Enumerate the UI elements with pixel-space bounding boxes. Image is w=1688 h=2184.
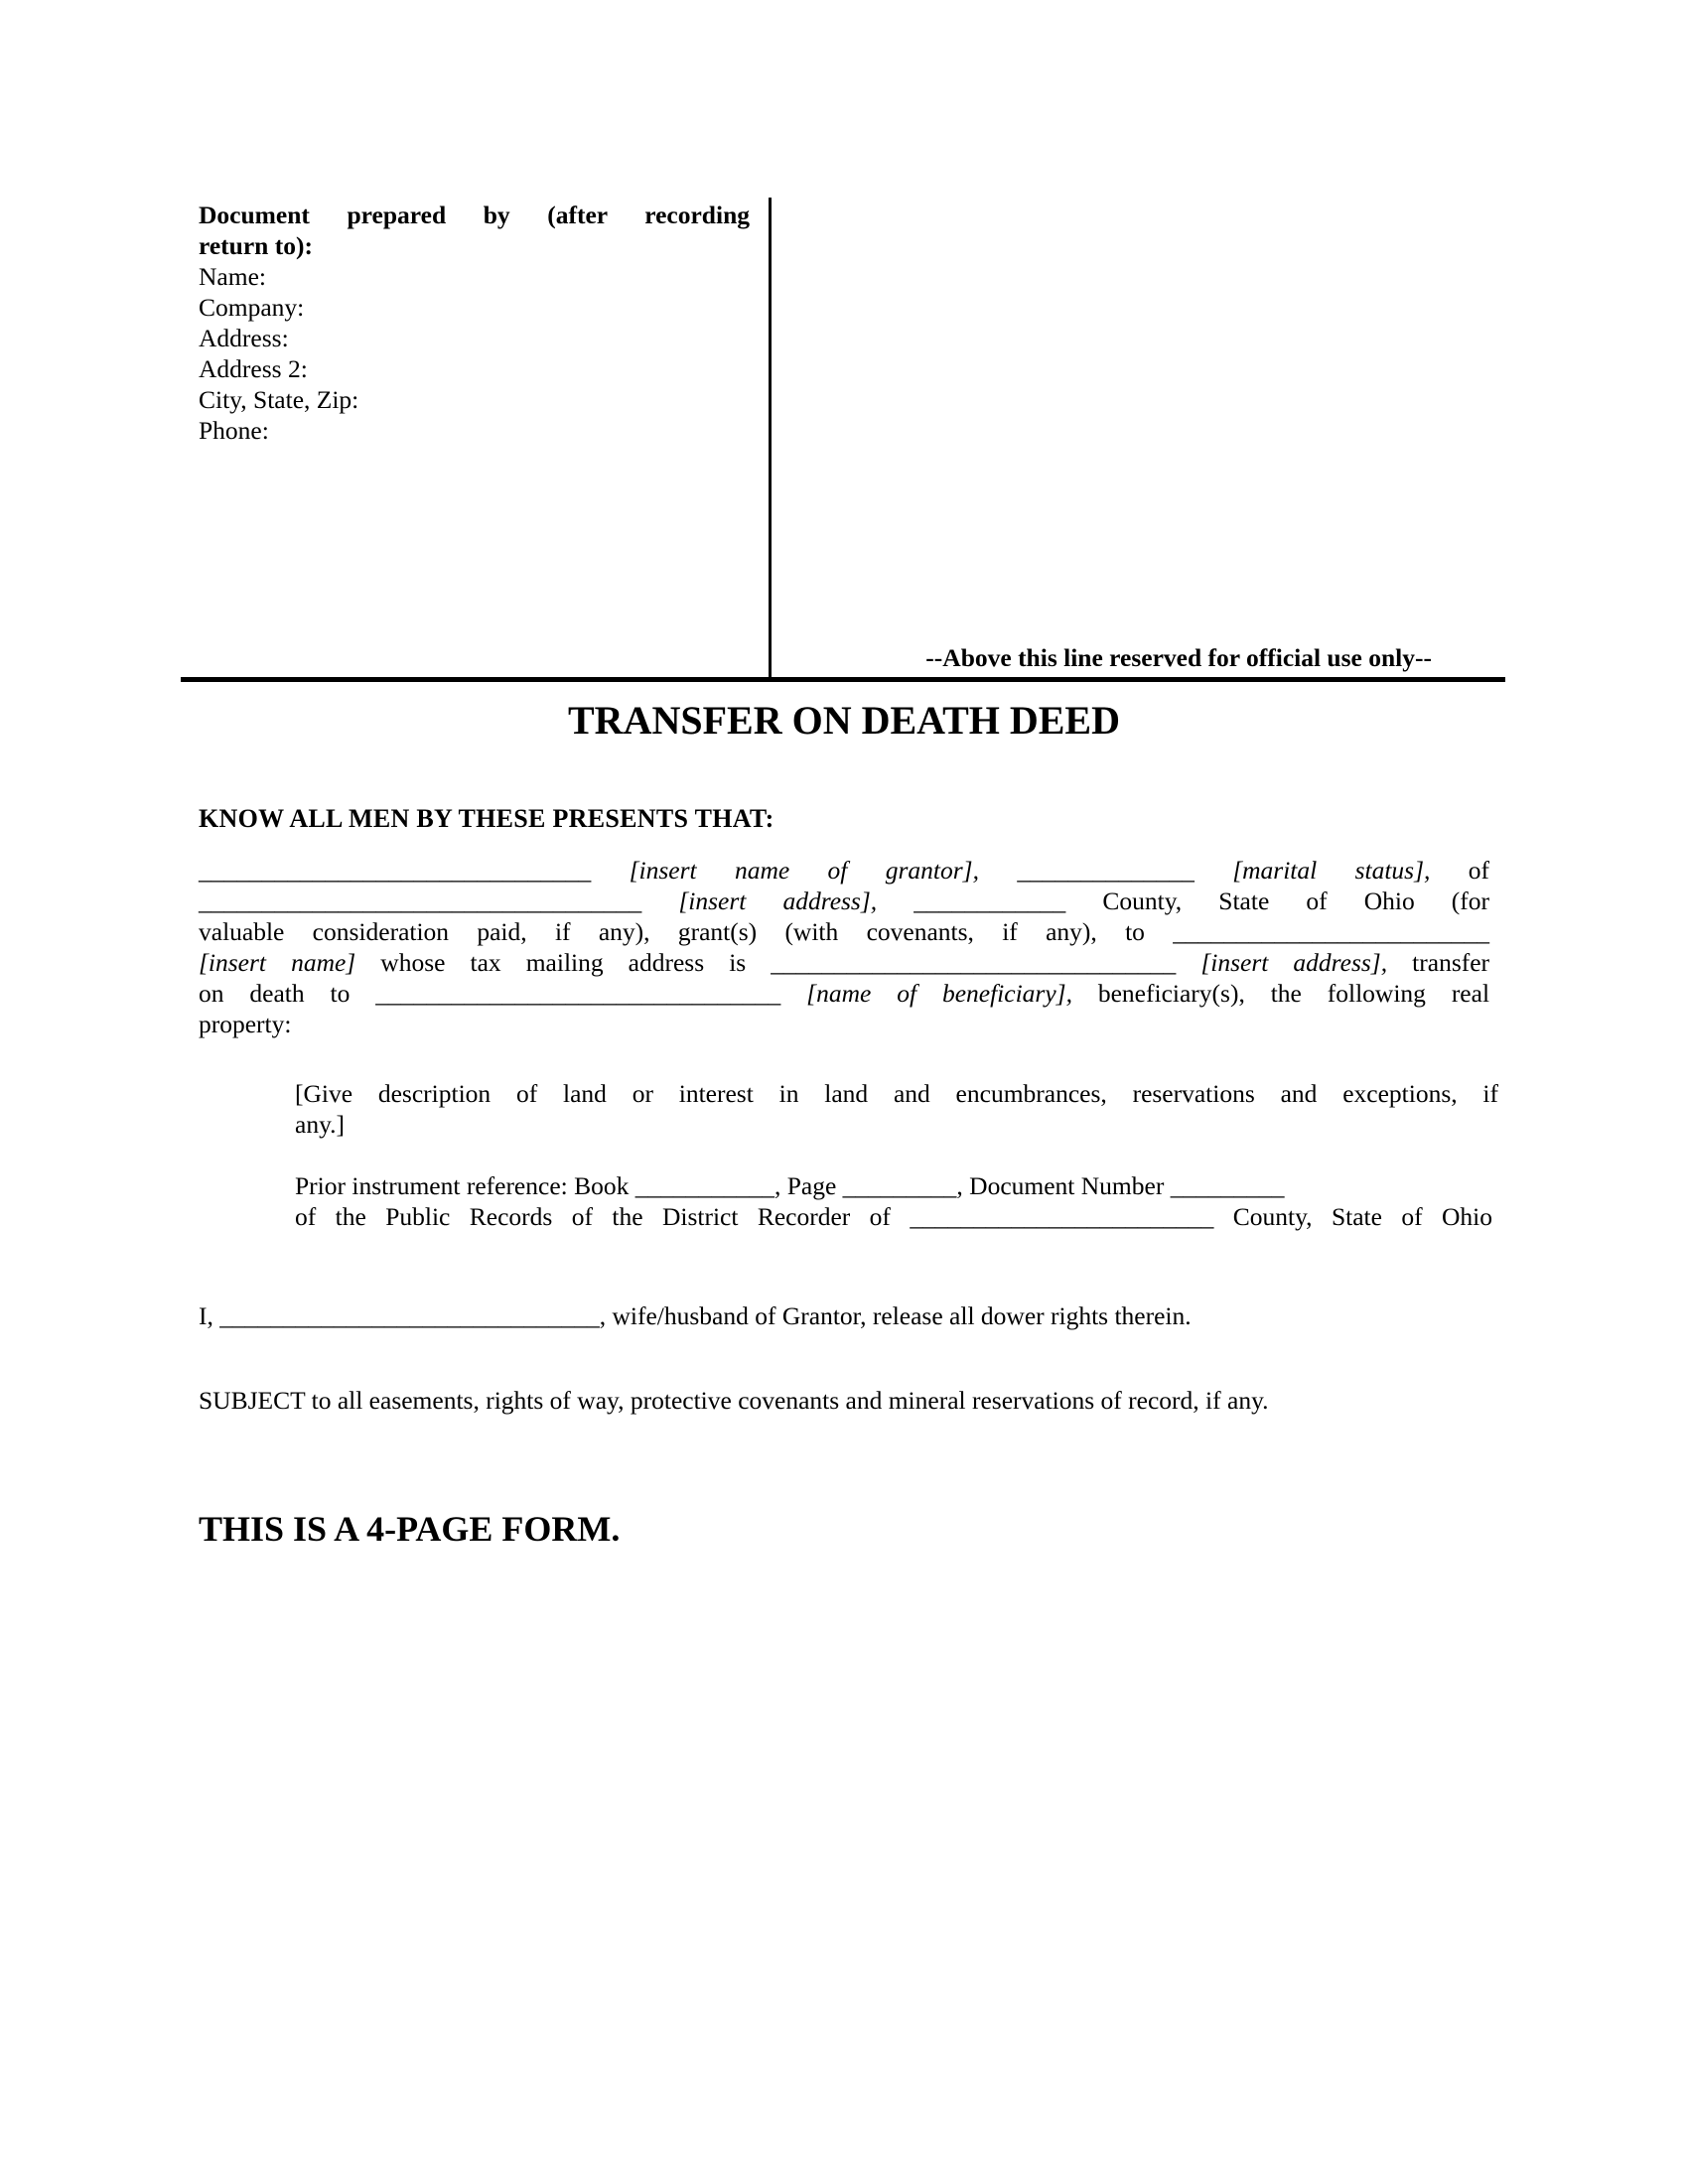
field-label-address: Address: [199, 324, 289, 352]
field-label-name: Name: [199, 262, 266, 291]
text-run: transfer [1412, 948, 1490, 977]
grant-clause-line1 [199, 855, 1489, 886]
blank-line: ________________________________ [771, 948, 1177, 977]
grant-clause-line5 [199, 978, 1489, 1009]
presents-heading: KNOW ALL MEN BY THESE PRESENTS THAT: [199, 804, 774, 833]
text-run: on death to [199, 979, 351, 1008]
grant-clause-line6 [199, 1009, 1489, 1039]
recording-header-box [181, 198, 1505, 682]
grant-clause-line4 [199, 947, 1489, 978]
grant-clause [199, 855, 1489, 1039]
grant-clause-line3 [199, 916, 1489, 947]
text-run: whose tax mailing address is [380, 948, 747, 977]
prepared-by-column [181, 198, 772, 677]
italic-placeholder: [insert address], [1200, 948, 1388, 977]
property-description-line2: any.] [295, 1110, 346, 1139]
prepared-by-heading-line2: return to): [199, 231, 313, 260]
text-run: of [1468, 856, 1489, 885]
prior-instrument-line1: Prior instrument reference: Book ___________, Page _________, Document Number _________ [295, 1171, 1285, 1200]
blank-line: ____________ [914, 887, 1066, 915]
italic-placeholder: [marital status], [1232, 856, 1431, 885]
italic-placeholder: [insert address], [678, 887, 878, 915]
blank-line: _______________________________ [199, 856, 592, 885]
text-run: property: [199, 1010, 292, 1038]
prior-instrument-reference [295, 1170, 1492, 1232]
grant-clause-line2 [199, 886, 1489, 916]
italic-placeholder: [insert name] [199, 948, 356, 977]
page-count-note: THIS IS A 4-PAGE FORM. [199, 1509, 621, 1549]
property-description-line1: [Give description of land or interest in land and encumbrances, reservations and exceptions, if [295, 1079, 1498, 1108]
prior-instrument-line2: of the Public Records of the District Recorder of ________________________ County, State of Ohio [295, 1202, 1492, 1231]
field-label-company: Company: [199, 293, 305, 322]
official-use-note: --Above this line reserved for official use only-- [925, 643, 1432, 672]
field-label-address2: Address 2: [199, 354, 308, 383]
field-label-phone: Phone: [199, 416, 269, 445]
dower-release-clause: I, ______________________________, wife/husband of Grantor, release all dower rights therein. [199, 1301, 1192, 1330]
text-run: valuable consideration paid, if any), grant(s) (with covenants, if any), to [199, 917, 1145, 946]
field-label-city-state-zip: City, State, Zip: [199, 385, 359, 414]
italic-placeholder: [name of beneficiary], [806, 979, 1072, 1008]
blank-line: _________________________ [1173, 917, 1489, 946]
blank-line: ___________________________________ [199, 887, 642, 915]
prepared-by-heading-line1: Document prepared by (after recording [199, 201, 750, 229]
italic-placeholder: [insert name of grantor], [629, 856, 979, 885]
text-run: County, State of Ohio (for [1102, 887, 1490, 915]
blank-line: ______________ [1017, 856, 1195, 885]
blank-line: ________________________________ [375, 979, 781, 1008]
subject-clause: SUBJECT to all easements, rights of way, protective covenants and mineral reservations of record, if any. [199, 1386, 1269, 1415]
text-run: beneficiary(s), the following real [1097, 979, 1490, 1008]
document-title: TRANSFER ON DEATH DEED [568, 698, 1120, 743]
property-description-note [295, 1078, 1498, 1140]
